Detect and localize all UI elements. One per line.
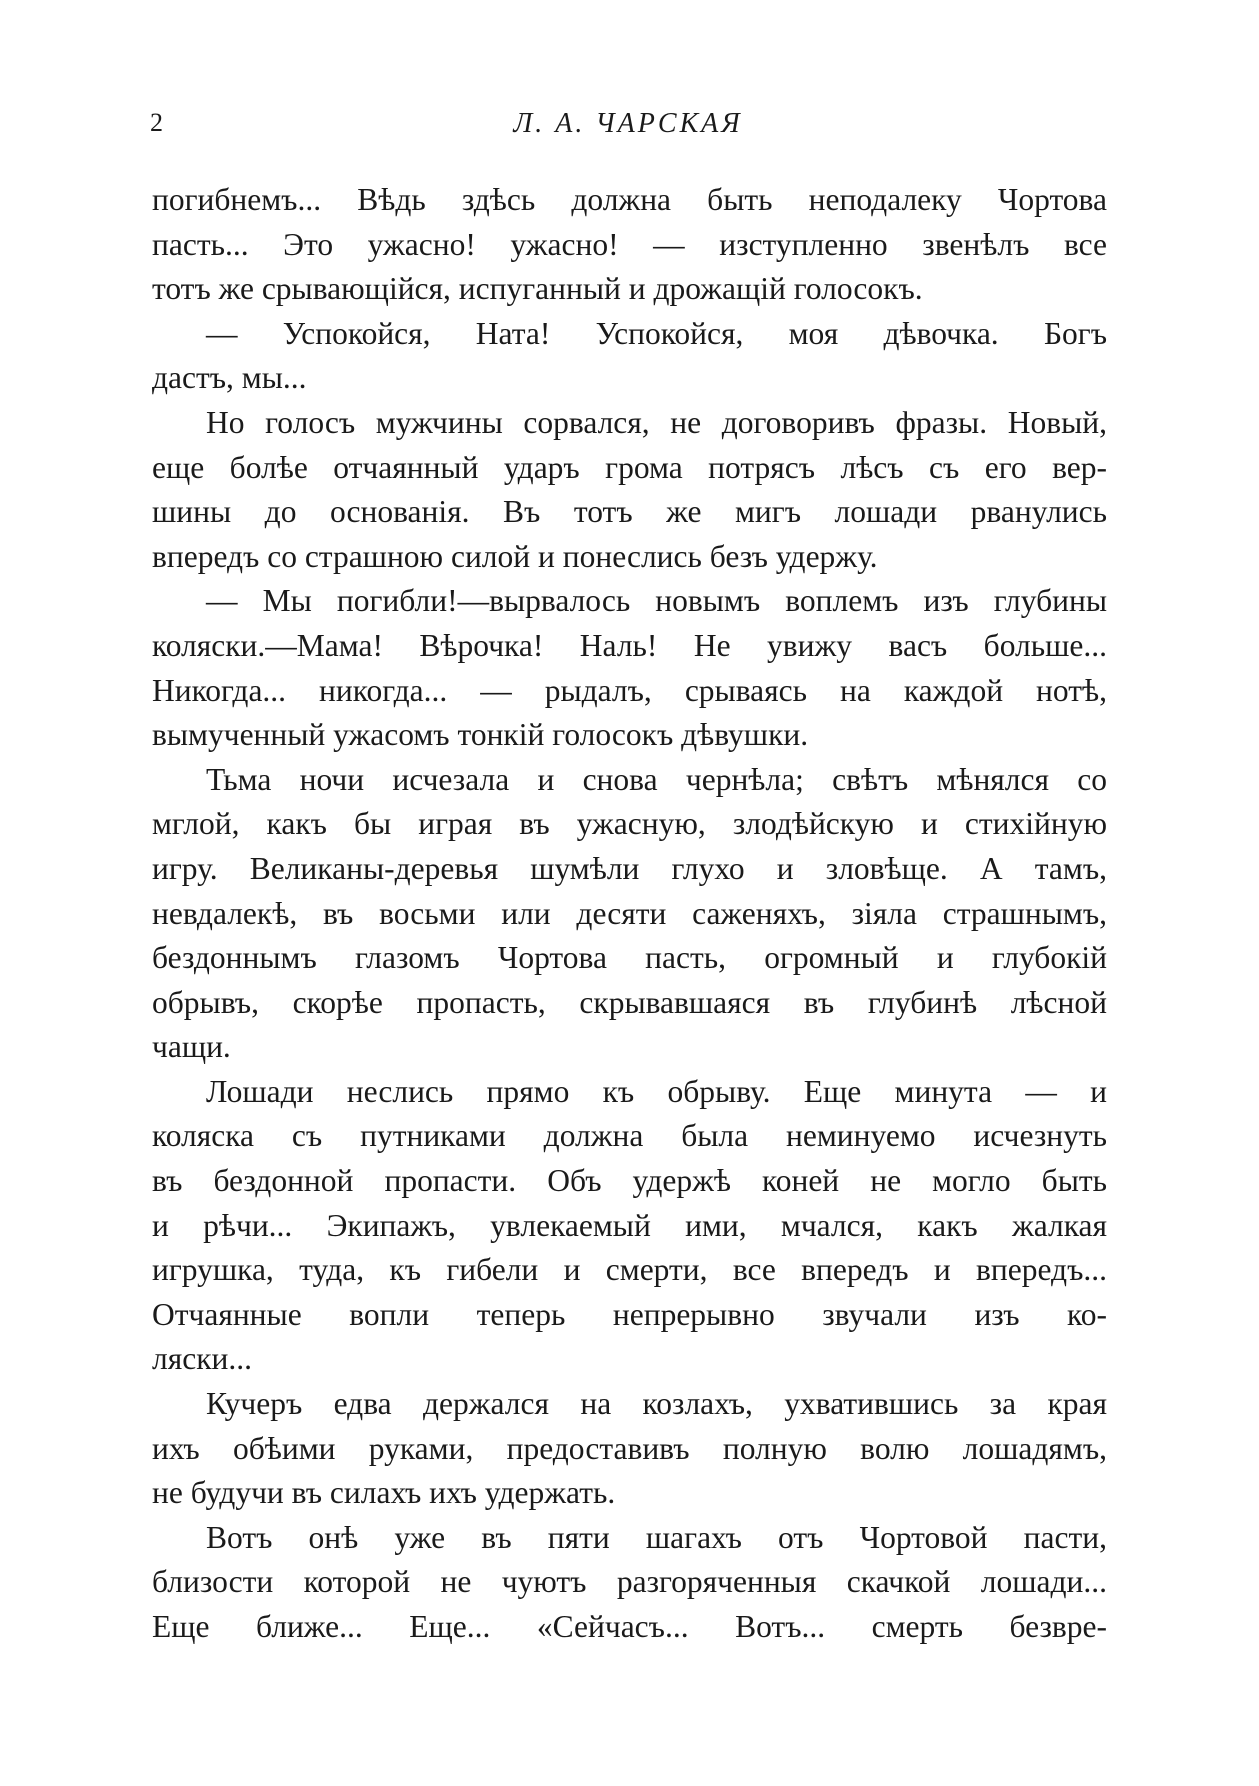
text-line: Никогда... никогда... — рыдалъ, срываясь на каждой нотѣ, [152,672,1107,708]
text-line: Тьма ночи исчезала и снова чернѣла; свѣтъ мѣнялся со [206,761,1107,797]
text-line: и рѣчи... Экипажъ, увлекаемый ими, мчался, какъ жалкая [152,1207,1107,1243]
text-line: ляски... [152,1341,252,1377]
paragraph [152,1516,1107,1650]
text-line: коляски.—Мама! Вѣрочка! Наль! Не увижу васъ больше... [152,627,1107,663]
text-line: Отчаянные вопли теперь непрерывно звучали изъ ко- [152,1296,1107,1332]
text-line: чащи. [152,1029,231,1065]
paragraph [152,401,1107,579]
text-line: въ бездонной пропасти. Объ удержѣ коней не могло быть [152,1163,1107,1199]
text-line: шины до основанія. Въ тотъ же мигъ лошади рванулись [152,494,1107,530]
text-line: обрывъ, скорѣе пропасть, скрывавшаяся въ глубинѣ лѣсной [152,984,1107,1020]
paragraph [152,178,1107,312]
text-line: дастъ, мы... [152,360,307,396]
text-line: Но голосъ мужчины сорвался, не договоривъ фразы. Новый, [206,404,1107,440]
text-line: еще болѣе отчаянный ударъ грома потрясъ лѣсъ съ его вер- [152,449,1107,485]
body-text [152,178,1107,1650]
text-line: Лошади неслись прямо къ обрыву. Еще минута — и [206,1073,1107,1109]
text-line: тотъ же срывающійся, испуганный и дрожащій голосокъ. [152,271,923,307]
text-line: впередъ со страшною силой и понеслись безъ удержу. [152,538,878,574]
text-line: ихъ обѣими руками, предоставивъ полную волю лошадямъ, [152,1430,1107,1466]
paragraph [152,579,1107,757]
text-line: — Мы погибли!—вырвалось новымъ воплемъ изъ глубины [206,583,1107,619]
paragraph [152,312,1107,401]
text-line: игру. Великаны-деревья шумѣли глухо и зловѣще. А тамъ, [152,850,1107,886]
paragraph [152,1382,1107,1516]
text-line: близости которой не чуютъ разгоряченныя скачкой лошади... [152,1564,1107,1600]
text-line: вымученный ужасомъ тонкій голосокъ дѣвушки. [152,717,809,753]
paragraph [152,758,1107,1070]
text-line: не будучи въ силахъ ихъ удержать. [152,1475,616,1511]
text-line: Кучеръ едва держался на козлахъ, ухватившись за края [206,1386,1107,1422]
text-line: — Успокойся, Ната! Успокойся, моя дѣвочка. Богъ [206,315,1107,351]
page-number: 2 [150,108,164,137]
text-line: коляска съ путниками должна была неминуемо исчезнуть [152,1118,1107,1154]
text-line: погибнемъ... Вѣдь здѣсь должна быть неподалеку Чортова [152,182,1107,217]
text-line: игрушка, туда, къ гибели и смерти, все впередъ и впередъ... [152,1252,1107,1288]
page-header [150,108,1106,148]
text-line: мглой, какъ бы играя въ ужасную, злодѣйскую и стихійную [152,806,1107,842]
running-head: Л. А. ЧАРСКАЯ [513,108,743,139]
paragraph [152,1070,1107,1382]
text-line: Вотъ онѣ уже въ пяти шагахъ отъ Чортовой пасти, [206,1519,1107,1555]
text-line: Еще ближе... Еще... «Сейчасъ... Вотъ... смерть безвре- [152,1609,1107,1644]
text-line: пасть... Это ужасно! ужасно! — изступленно звенѣлъ все [152,226,1107,262]
text-line: невдалекѣ, въ восьми или десяти саженяхъ, зіяла страшнымъ, [152,895,1107,931]
text-line: бездоннымъ глазомъ Чортова пасть, огромный и глубокій [152,940,1107,976]
